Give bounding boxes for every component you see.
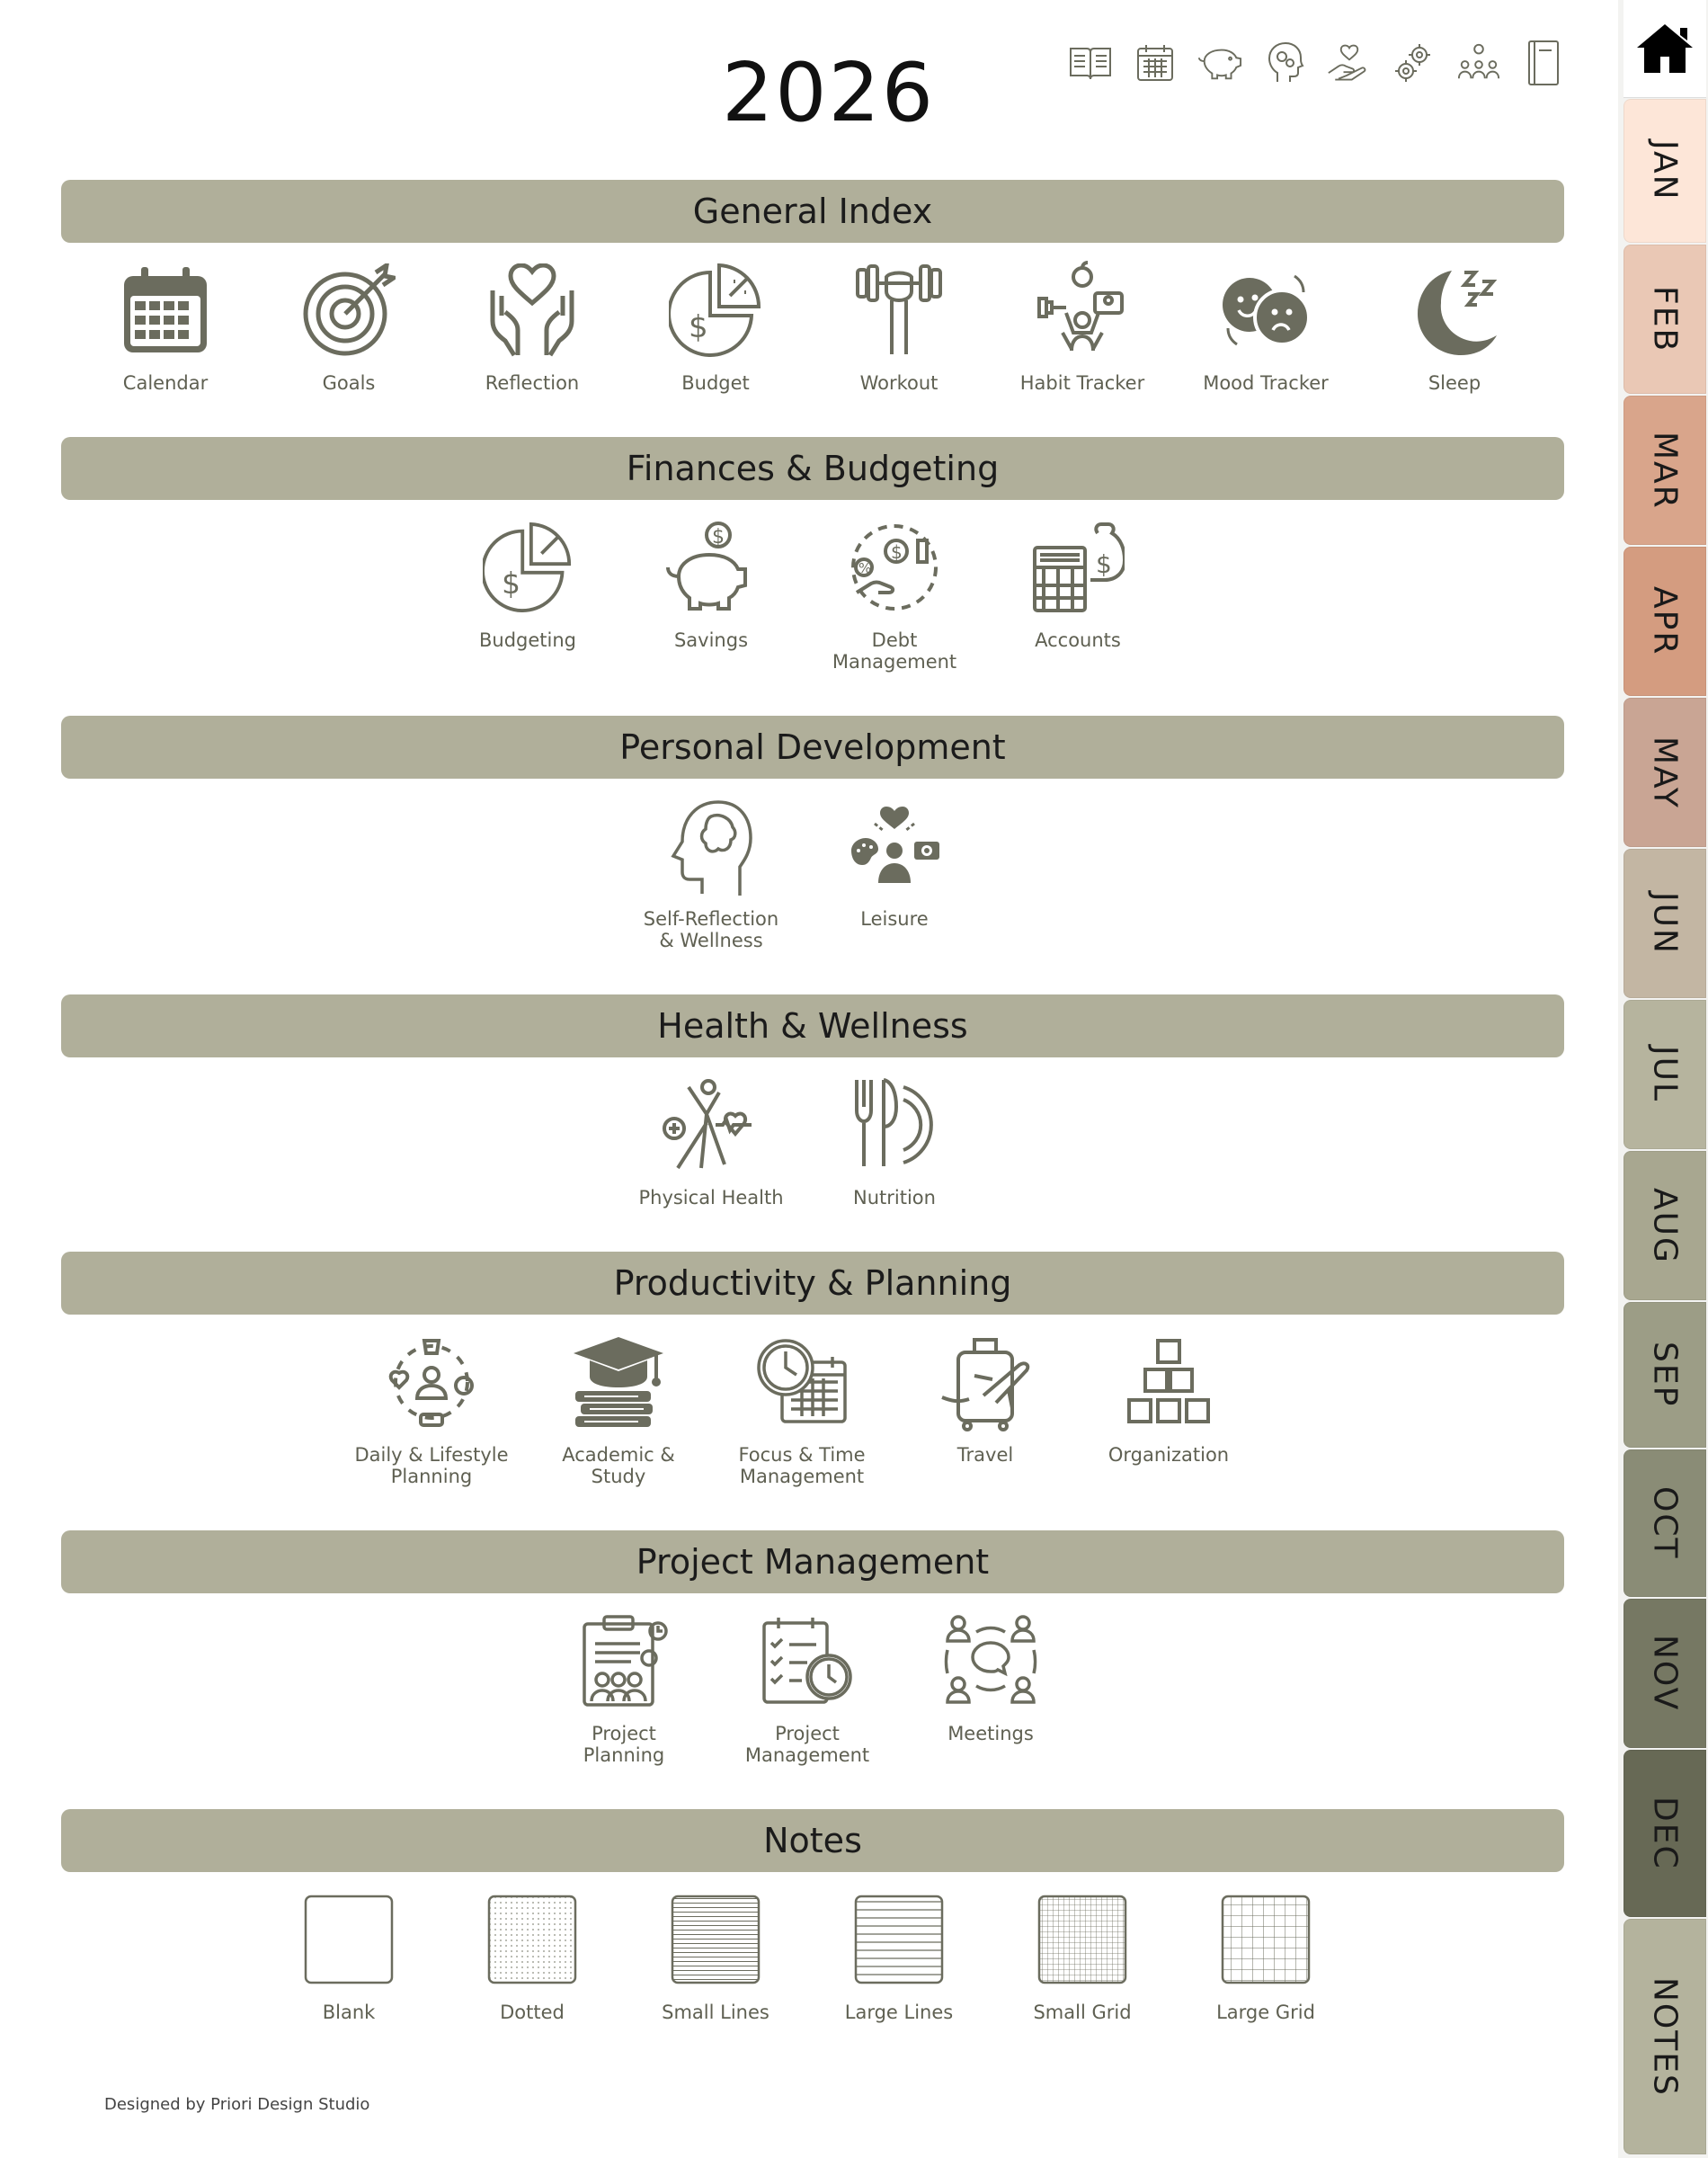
svg-text:$: $: [712, 526, 725, 548]
tab-label: SEP: [1646, 1342, 1684, 1408]
target-icon: [299, 261, 398, 360]
productivity-item-focus-time[interactable]: [716, 1333, 887, 1487]
calendar-icon: [116, 261, 215, 360]
luggage-plane-icon: [936, 1333, 1035, 1431]
tab-jan[interactable]: [1623, 99, 1706, 243]
dotted-page-icon: [483, 1890, 582, 1989]
tab-label: DEC: [1646, 1797, 1684, 1870]
tab-aug[interactable]: [1623, 1151, 1706, 1300]
notes-item-label: Dotted: [500, 2002, 565, 2023]
piggy-bank-coin-icon: [662, 518, 761, 617]
personal-item-leisure[interactable]: [809, 797, 980, 930]
tab-nov[interactable]: [1623, 1599, 1706, 1748]
notes-item-label: Large Grid: [1216, 2002, 1315, 2023]
month-tab-sidebar: [1618, 0, 1708, 2158]
health-item-nutrition[interactable]: [809, 1075, 980, 1208]
tab-jun[interactable]: [1623, 849, 1706, 998]
blank-page-icon: [299, 1890, 398, 1989]
productivity-item-label: Travel: [956, 1444, 1014, 1466]
index-item-label: Sleep: [1428, 372, 1481, 394]
tab-sep[interactable]: [1623, 1302, 1706, 1448]
productivity-item-academic-study[interactable]: [533, 1333, 704, 1487]
tab-label: OCT: [1646, 1486, 1684, 1560]
tab-label: NOTES: [1646, 1976, 1684, 2097]
personal-item-label: Self-Reflection & Wellness: [643, 908, 779, 951]
leisure-activities-icon: [845, 797, 944, 896]
index-item-label: Budget: [681, 372, 750, 394]
notes-item-label: Small Grid: [1033, 2002, 1132, 2023]
hands-heart-icon: [483, 261, 582, 360]
productivity-item-label: Organization: [1108, 1444, 1230, 1466]
ledger-money-bag-icon: [1028, 518, 1127, 617]
index-item-label: Mood Tracker: [1203, 372, 1329, 394]
tab-label: APR: [1646, 586, 1684, 656]
section-personal-development: Personal Development: [61, 716, 1564, 779]
head-gears-icon[interactable]: [1262, 36, 1307, 90]
home-button[interactable]: [1623, 0, 1706, 98]
tab-label: JUL: [1646, 1046, 1684, 1103]
tab-label: JAN: [1646, 140, 1684, 201]
plate-cutlery-icon: [845, 1075, 944, 1174]
notes-item-dotted[interactable]: [447, 1890, 618, 2023]
moon-zzz-icon: [1405, 261, 1504, 360]
tab-label: AUG: [1646, 1187, 1684, 1264]
health-item-physical-health[interactable]: [626, 1075, 796, 1208]
graduation-books-icon: [569, 1333, 668, 1431]
project-item-label: Project Management: [744, 1723, 870, 1766]
tab-label: MAR: [1646, 431, 1684, 510]
tab-label: MAY: [1646, 736, 1684, 809]
habit-person-icon: [1033, 261, 1132, 360]
finance-item-label: Budgeting: [478, 629, 576, 651]
tab-may[interactable]: [1623, 698, 1706, 847]
finance-item-label: Accounts: [1035, 629, 1121, 651]
index-item-label: Calendar: [122, 372, 209, 394]
lifestyle-cycle-icon: [382, 1333, 481, 1431]
index-item-sleep[interactable]: [1369, 261, 1540, 394]
svg-text:%: %: [858, 560, 872, 576]
project-item-management[interactable]: [722, 1611, 893, 1766]
finance-item-savings[interactable]: [626, 518, 796, 651]
project-item-planning[interactable]: [538, 1611, 709, 1766]
section-productivity-planning: Productivity & Planning: [61, 1252, 1564, 1315]
notebook-icon[interactable]: [1521, 36, 1566, 90]
productivity-item-organization[interactable]: [1083, 1333, 1254, 1466]
finance-item-label: Debt Management: [832, 629, 957, 673]
top-icon-bar: [1068, 36, 1566, 90]
tab-jul[interactable]: [1623, 1000, 1706, 1149]
tab-mar[interactable]: [1623, 396, 1706, 545]
debt-hand-icon: [845, 518, 944, 617]
project-item-meetings[interactable]: [905, 1611, 1076, 1744]
notes-item-blank[interactable]: [263, 1890, 434, 2023]
index-item-workout[interactable]: [814, 261, 984, 394]
tab-feb[interactable]: [1623, 245, 1706, 394]
tab-label: FEB: [1646, 285, 1684, 353]
calendar-icon[interactable]: [1133, 36, 1178, 90]
index-item-label: Workout: [859, 372, 939, 394]
tab-label: JUN: [1646, 892, 1684, 955]
book-icon[interactable]: [1068, 36, 1113, 90]
meeting-people-icon: [941, 1611, 1040, 1710]
gears-icon[interactable]: [1392, 36, 1437, 90]
finance-item-budgeting[interactable]: [442, 518, 613, 651]
svg-text:$: $: [502, 566, 520, 601]
health-item-label: Nutrition: [853, 1187, 936, 1208]
index-item-budget[interactable]: [630, 261, 801, 394]
piggy-bank-icon[interactable]: [1197, 36, 1242, 90]
home-icon: [1635, 22, 1695, 75]
productivity-item-label: Academic & Study: [562, 1444, 675, 1487]
large-grid-page-icon: [1216, 1890, 1315, 1989]
productivity-item-label: Focus & Time Management: [738, 1444, 866, 1487]
small-lines-page-icon: [666, 1890, 765, 1989]
small-grid-page-icon: [1033, 1890, 1132, 1989]
tab-dec[interactable]: [1623, 1750, 1706, 1917]
hand-heart-icon[interactable]: [1327, 36, 1372, 90]
productivity-item-label: Daily & Lifestyle Planning: [354, 1444, 509, 1487]
notes-item-large-grid[interactable]: [1180, 1890, 1351, 2023]
index-item-habit-tracker[interactable]: [997, 261, 1168, 394]
index-item-label: Habit Tracker: [1019, 372, 1145, 394]
productivity-item-daily-lifestyle[interactable]: [346, 1333, 517, 1487]
section-health-wellness: Health & Wellness: [61, 994, 1564, 1057]
pie-dollar-icon: [666, 261, 765, 360]
stacked-boxes-icon: [1119, 1333, 1218, 1431]
finance-item-label: Savings: [673, 629, 749, 651]
svg-text:$: $: [1096, 549, 1112, 579]
tab-label: NOV: [1646, 1635, 1684, 1712]
section-general-index: General Index: [61, 180, 1564, 243]
project-item-label: Project Planning: [583, 1723, 665, 1766]
notes-item-label: Blank: [322, 2002, 376, 2023]
index-item-calendar[interactable]: [80, 261, 251, 394]
notes-item-small-grid[interactable]: [997, 1890, 1168, 2023]
svg-text:$: $: [891, 541, 903, 563]
notes-item-large-lines[interactable]: [814, 1890, 984, 2023]
active-person-icon: [662, 1075, 761, 1174]
tab-apr[interactable]: [1623, 547, 1706, 696]
year-title: 2026: [721, 46, 936, 140]
index-item-goals[interactable]: [263, 261, 434, 394]
health-item-label: Physical Health: [638, 1187, 784, 1208]
finance-item-accounts[interactable]: [992, 518, 1163, 651]
checklist-clock-icon: [758, 1611, 857, 1710]
index-item-label: Goals: [322, 372, 376, 394]
people-network-icon[interactable]: [1456, 36, 1501, 90]
notes-item-label: Large Lines: [844, 2002, 954, 2023]
pie-dollar-icon: [478, 518, 577, 617]
clock-calendar-icon: [752, 1333, 851, 1431]
svg-text:$: $: [689, 309, 708, 345]
large-lines-page-icon: [850, 1890, 948, 1989]
notes-item-label: Small Lines: [662, 2002, 769, 2023]
section-finances-budgeting: Finances & Budgeting: [61, 437, 1564, 500]
tab-notes[interactable]: [1623, 1919, 1706, 2154]
section-notes: Notes: [61, 1809, 1564, 1872]
productivity-item-travel[interactable]: [900, 1333, 1071, 1466]
dumbbell-arm-icon: [850, 261, 948, 360]
tab-oct[interactable]: [1623, 1449, 1706, 1597]
index-item-mood-tracker[interactable]: [1180, 261, 1351, 394]
clipboard-team-icon: [574, 1611, 673, 1710]
project-item-label: Meetings: [947, 1723, 1034, 1744]
personal-item-self-reflection[interactable]: [626, 797, 796, 951]
index-item-reflection[interactable]: [447, 261, 618, 394]
notes-item-small-lines[interactable]: [630, 1890, 801, 2023]
head-profile-icon: [662, 797, 761, 896]
personal-item-label: Leisure: [860, 908, 929, 930]
designer-credit: Designed by Priori Design Studio: [104, 2095, 370, 2114]
finance-item-debt-management[interactable]: [809, 518, 980, 673]
index-item-label: Reflection: [485, 372, 580, 394]
mood-faces-icon: [1216, 261, 1315, 360]
section-project-management: Project Management: [61, 1530, 1564, 1593]
